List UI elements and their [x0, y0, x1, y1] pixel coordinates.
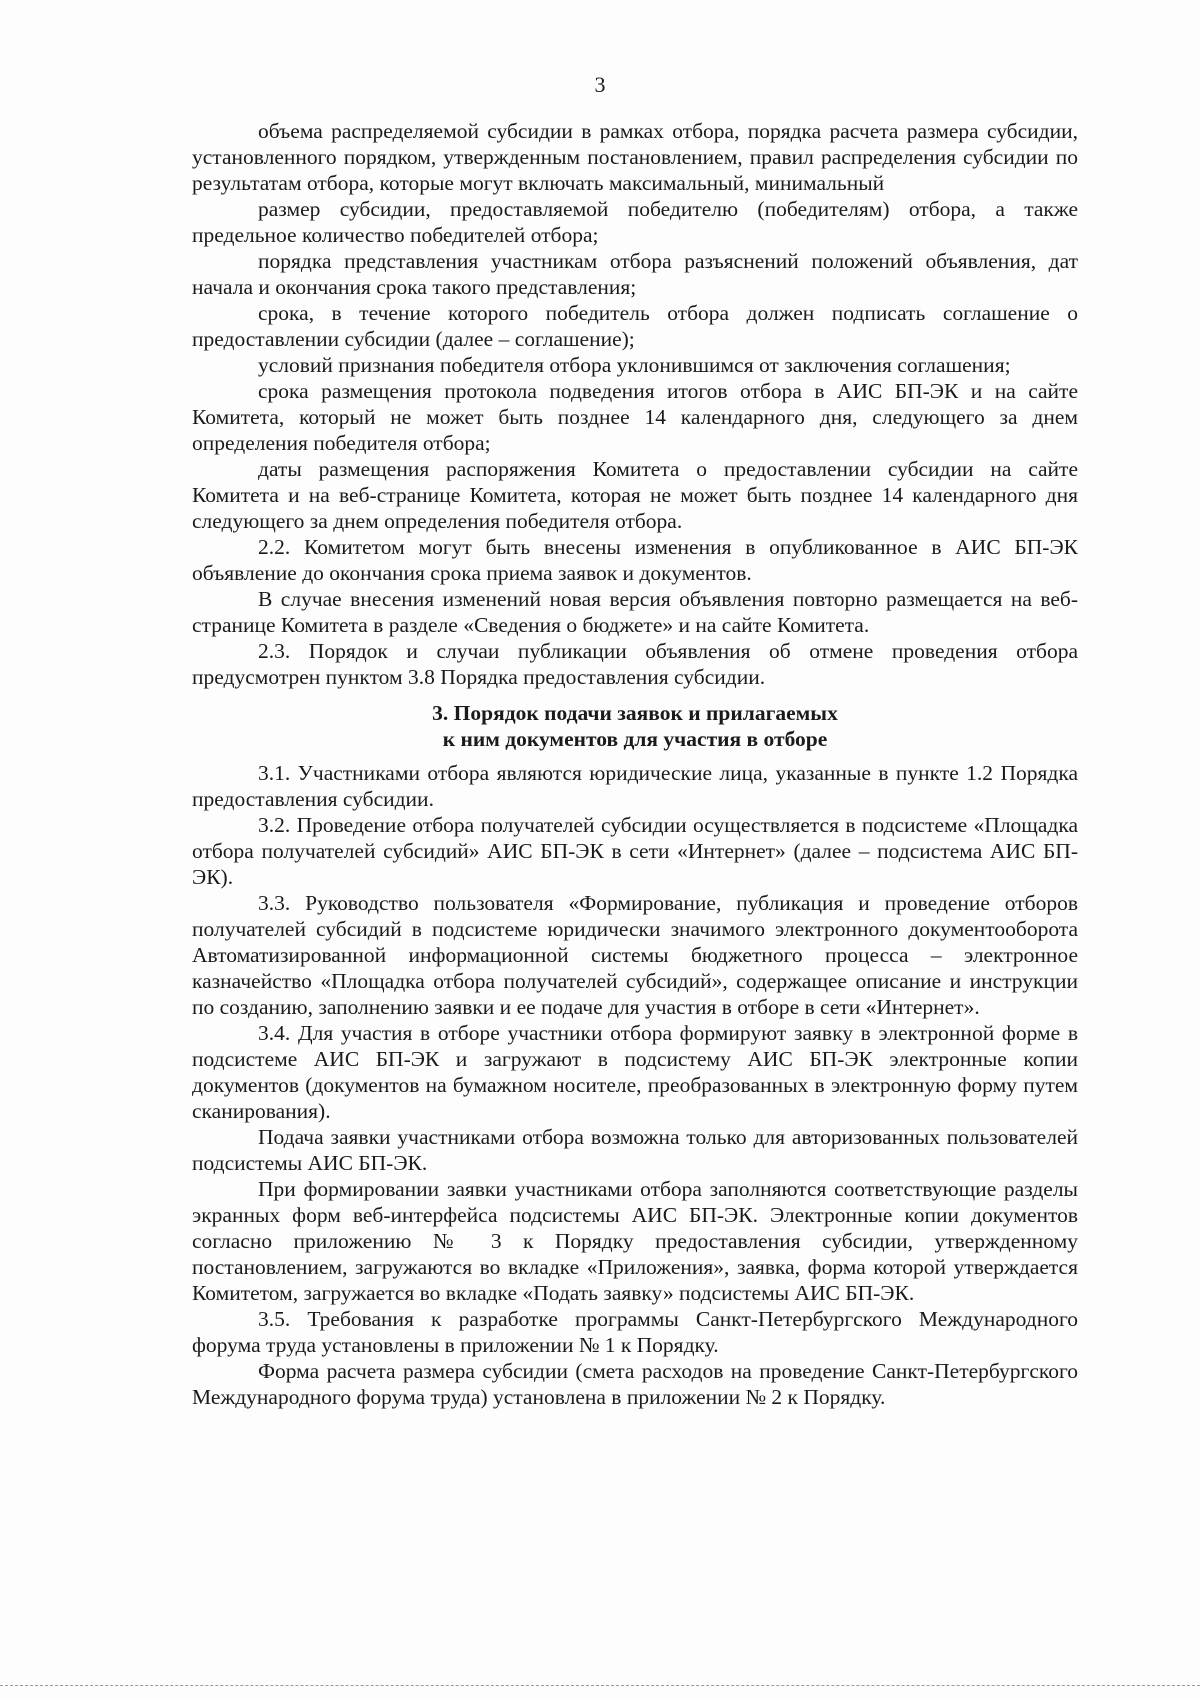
scan-edge-line: [0, 1685, 1200, 1687]
page-number: 3: [594, 72, 606, 97]
paragraph: 3.2. Проведение отбора получателей субсидии осуществляется в подсистеме «Площадка отбора получателей субсидий» АИС БП-ЭК в сети «Интернет» (далее – подсистема АИС БП-ЭК).: [192, 813, 1078, 889]
section-heading-line: 3. Порядок подачи заявок и прилагаемых: [432, 701, 838, 725]
paragraph: 2.3. Порядок и случаи публикации объявления об отмене проведения отбора предусмотрен пунктом 3.8 Порядка предоставления субсидии.: [192, 639, 1078, 689]
paragraph: В случае внесения изменений новая версия объявления повторно размещается на веб-странице Комитета в разделе «Сведения о бюджете» и на сайте Комитета.: [192, 587, 1078, 637]
paragraph: 3.4. Для участия в отборе участники отбора формируют заявку в электронной форме в подсистеме АИС БП-ЭК и загружают в подсистему АИС БП-ЭК электронные копии документов (документов на бумажном носителе, преобразованных в электронную форму путем сканирования).: [192, 1021, 1078, 1123]
paragraph: срока размещения протокола подведения итогов отбора в АИС БП-ЭК и на сайте Комитета, который не может быть позднее 14 календарного дня, следующего за днем определения победителя отбора;: [192, 379, 1078, 455]
paragraph: При формировании заявки участниками отбора заполняются соответствующие разделы экранных форм веб-интерфейса подсистемы АИС БП-ЭК. Электронные копии документов согласно приложению № 3 к Порядку предоставления субсидии, утвержденному постановлением, загружаются во вкладке «Приложения», заявка, форма которой утверждается Комитетом, загружается во вкладке «Подать заявку» подсистемы АИС БП-ЭК.: [192, 1177, 1078, 1305]
paragraph: 3.1. Участниками отбора являются юридические лица, указанные в пункте 1.2 Порядка предоставления субсидии.: [192, 761, 1078, 811]
paragraph: 3.3. Руководство пользователя «Формирование, публикация и проведение отборов получателей субсидий в подсистеме юридически значимого электронного документооборота Автоматизированной информационной системы бюджетного процесса – электронное казначейство «Площадка отбора получателей субсидий», содержащее описание и инструкции по созданию, заполнению заявки и ее подаче для участия в отборе в сети «Интернет».: [192, 891, 1078, 1019]
paragraph: срока, в течение которого победитель отбора должен подписать соглашение о предоставлении субсидии (далее – соглашение);: [192, 301, 1078, 351]
paragraph: 2.2. Комитетом могут быть внесены изменения в опубликованное в АИС БП-ЭК объявление до окончания срока приема заявок и документов.: [192, 535, 1078, 585]
document-body: [192, 118, 1078, 1410]
section-heading-line: к ним документов для участия в отборе: [442, 727, 828, 751]
paragraph: порядка представления участникам отбора разъяснений положений объявления, дат начала и окончания срока такого представления;: [192, 249, 1078, 299]
paragraph: Форма расчета размера субсидии (смета расходов на проведение Санкт-Петербургского Международного форума труда) установлена в приложении № 2 к Порядку.: [192, 1359, 1078, 1409]
paragraph: 3.5. Требования к разработке программы Санкт-Петербургского Международного форума труда установлены в приложении № 1 к Порядку.: [192, 1307, 1078, 1357]
paragraph: условий признания победителя отбора уклонившимся от заключения соглашения;: [258, 353, 1011, 377]
paragraph: Подача заявки участниками отбора возможна только для авторизованных пользователей подсистемы АИС БП-ЭК.: [192, 1125, 1078, 1175]
paragraph: даты размещения распоряжения Комитета о предоставлении субсидии на сайте Комитета и на веб-странице Комитета, которая не может быть позднее 14 календарного дня следующего за днем определения победителя отбора.: [192, 457, 1078, 533]
paragraph: размер субсидии, предоставляемой победителю (победителям) отбора, а также предельное количество победителей отбора;: [192, 197, 1078, 247]
section-heading: [192, 700, 1078, 752]
paragraph: объема распределяемой субсидии в рамках отбора, порядка расчета размера субсидии, установленного порядком, утвержденным постановлением, правил распределения субсидии по результатам отбора, которые могут включать максимальный, минимальный: [192, 119, 1078, 195]
